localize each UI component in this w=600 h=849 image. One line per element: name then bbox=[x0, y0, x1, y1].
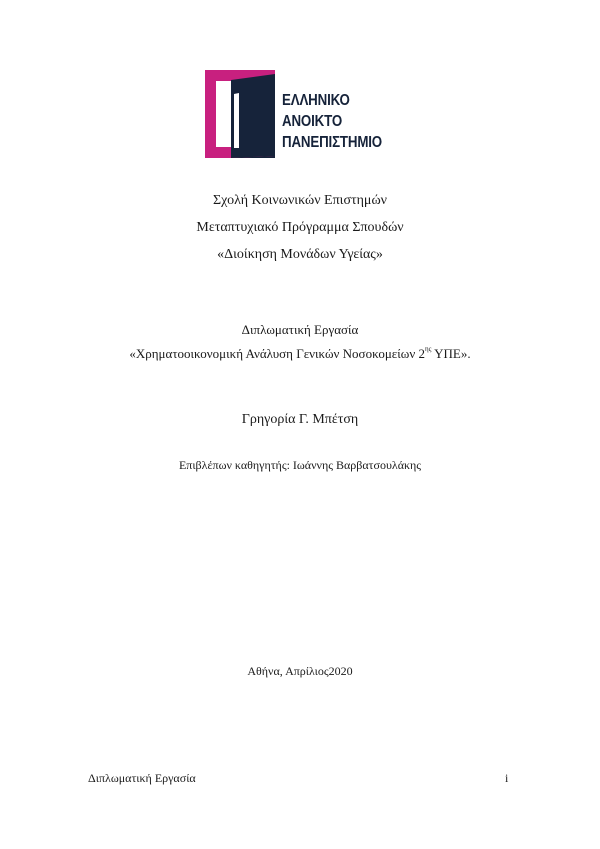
university-logo bbox=[205, 70, 405, 160]
page-number: i bbox=[505, 771, 509, 785]
thesis-title-end: ΥΠΕ». bbox=[431, 346, 471, 361]
program-name: Μεταπτυχιακό Πρόγραμμα Σπουδών bbox=[196, 220, 404, 235]
open-book-logo-icon bbox=[205, 70, 275, 158]
document-type: Διπλωματική Εργασία bbox=[241, 322, 359, 337]
thesis-title-ordinal: ης bbox=[424, 345, 432, 353]
logo-line-1: ΕΛΛΗΝΙΚΟ bbox=[282, 92, 350, 109]
footer-title: Διπλωματική Εργασία bbox=[88, 771, 196, 785]
place-date: Αθήνα, Απρίλιος2020 bbox=[247, 664, 353, 678]
logo-wordmark bbox=[282, 90, 382, 153]
program-title: «Διοίκηση Μονάδων Υγείας» bbox=[217, 247, 383, 262]
author-name: Γρηγορία Γ. Μπέτση bbox=[241, 412, 359, 427]
logo-line-2: ΑΝΟΙΚΤΟ bbox=[282, 113, 343, 130]
thesis-title bbox=[0, 346, 600, 362]
logo-line-3: ΠΑΝΕΠΙΣΤΗΜΙΟ bbox=[282, 134, 382, 151]
thesis-title-main: «Χρηματοοικονομική Ανάλυση Γενικών Νοσοκομείων 2 bbox=[129, 346, 425, 361]
supervisor: Επιβλέπων καθηγητής: Ιωάννης Βαρβατσουλάκης bbox=[178, 458, 422, 472]
school-name: Σχολή Κοινωνικών Επιστημών bbox=[213, 193, 387, 208]
